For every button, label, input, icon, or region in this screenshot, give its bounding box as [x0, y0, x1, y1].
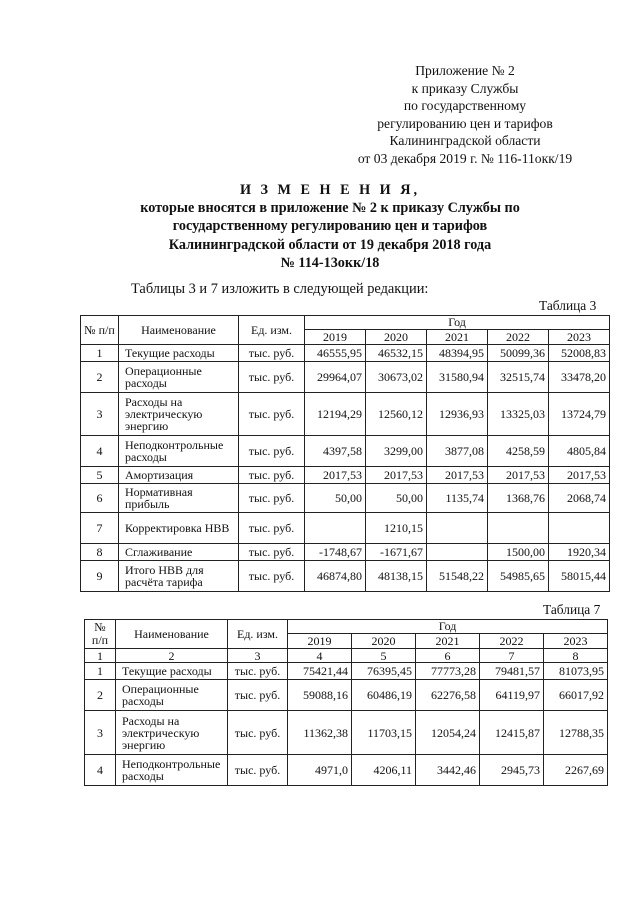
row-num: 4	[85, 755, 116, 786]
row-name: Текущие расходы	[119, 345, 239, 362]
row-value: 81073,95	[544, 663, 608, 680]
row-unit: тыс. руб.	[228, 711, 288, 755]
row-name: Текущие расходы	[116, 663, 228, 680]
row-value	[427, 544, 488, 561]
row-value	[305, 513, 366, 544]
row-value: 4258,59	[488, 436, 549, 467]
row-value: 4206,11	[352, 755, 416, 786]
row-value: 4397,58	[305, 436, 366, 467]
row-value: 48138,15	[366, 561, 427, 592]
row-num: 2	[81, 362, 119, 393]
row-num: 2	[85, 680, 116, 711]
appendix-line: Приложение № 2	[415, 63, 515, 78]
row-unit: тыс. руб.	[228, 755, 288, 786]
row-name: Неподконтрольные расходы	[119, 436, 239, 467]
row-value: 3442,46	[416, 755, 480, 786]
row-value: 2267,69	[544, 755, 608, 786]
row-value: 2017,53	[488, 467, 549, 484]
row-value: 64119,97	[480, 680, 544, 711]
row-value: 50,00	[366, 484, 427, 513]
row-value: 33478,20	[549, 362, 610, 393]
row-value: 66017,92	[544, 680, 608, 711]
row-unit: тыс. руб.	[239, 467, 305, 484]
column-number: 2	[116, 649, 228, 663]
table-row	[81, 436, 610, 467]
year-header: 2019	[305, 330, 366, 345]
title-line: Калининградской области от 19 декабря 2018 года	[168, 236, 492, 253]
row-value: -1671,67	[366, 544, 427, 561]
appendix-line: от 03 декабря 2019 г. № 116-11окк/19	[357, 150, 573, 166]
year-header: 2023	[549, 330, 610, 345]
table-row	[81, 513, 610, 544]
row-value: 79481,57	[480, 663, 544, 680]
row-unit: тыс. руб.	[239, 513, 305, 544]
year-header: 2022	[480, 634, 544, 649]
column-number: 8	[544, 649, 608, 663]
row-name: Расходы на электрическую энергию	[116, 711, 228, 755]
title-line: государственному регулированию цен и тарифов	[172, 218, 488, 235]
row-unit: тыс. руб.	[239, 544, 305, 561]
row-num: 1	[81, 345, 119, 362]
row-value: 4971,0	[288, 755, 352, 786]
year-header: 2021	[416, 634, 480, 649]
row-unit: тыс. руб.	[239, 362, 305, 393]
row-value: 1135,74	[427, 484, 488, 513]
row-num: 3	[85, 711, 116, 755]
row-value: 1368,76	[488, 484, 549, 513]
row-value: 77773,28	[416, 663, 480, 680]
row-value: 4805,84	[549, 436, 610, 467]
row-value: 1500,00	[488, 544, 549, 561]
row-unit: тыс. руб.	[239, 484, 305, 513]
row-value: 2017,53	[549, 467, 610, 484]
appendix-line: регулированию цен и тарифов	[377, 115, 553, 131]
row-unit: тыс. руб.	[239, 561, 305, 592]
row-unit: тыс. руб.	[239, 345, 305, 362]
row-value: 30673,02	[366, 362, 427, 393]
row-value: 11362,38	[288, 711, 352, 755]
row-value: 50099,36	[488, 345, 549, 362]
row-value: 60486,19	[352, 680, 416, 711]
header-unit: Ед. изм.	[239, 316, 305, 345]
title-heading: И З М Е Н Е Н И Я,	[239, 182, 421, 198]
row-value: 12194,29	[305, 393, 366, 436]
row-name: Амортизация	[119, 467, 239, 484]
table-row	[81, 362, 610, 393]
column-number-row	[85, 649, 608, 663]
row-name: Корректировка НВВ	[119, 513, 239, 544]
table-row	[85, 755, 608, 786]
row-value: 58015,44	[549, 561, 610, 592]
table-row	[85, 680, 608, 711]
row-value: 76395,45	[352, 663, 416, 680]
row-value: 12788,35	[544, 711, 608, 755]
year-header: 2019	[288, 634, 352, 649]
row-value: 54985,65	[488, 561, 549, 592]
table-row	[81, 393, 610, 436]
row-num: 5	[81, 467, 119, 484]
table-row	[85, 663, 608, 680]
table-7	[84, 619, 608, 786]
column-number: 6	[416, 649, 480, 663]
row-value: 3877,08	[427, 436, 488, 467]
row-value: 46874,80	[305, 561, 366, 592]
table-row	[85, 711, 608, 755]
row-num: 9	[81, 561, 119, 592]
row-unit: тыс. руб.	[228, 680, 288, 711]
row-value: 12054,24	[416, 711, 480, 755]
row-name: Операционные расходы	[116, 680, 228, 711]
row-value: 50,00	[305, 484, 366, 513]
row-value: 46532,15	[366, 345, 427, 362]
row-value: 62276,58	[416, 680, 480, 711]
row-value: 1920,34	[549, 544, 610, 561]
row-value: 13724,79	[549, 393, 610, 436]
year-header: 2021	[427, 330, 488, 345]
row-value: 13325,03	[488, 393, 549, 436]
table-row	[81, 467, 610, 484]
row-unit: тыс. руб.	[239, 393, 305, 436]
title-line: которые вносятся в приложение № 2 к приказу Службы по	[140, 200, 520, 217]
row-num: 8	[81, 544, 119, 561]
table7-label: Таблица 7	[543, 602, 601, 617]
row-value: 2017,53	[366, 467, 427, 484]
header-name: Наименование	[119, 316, 239, 345]
row-num: 1	[85, 663, 116, 680]
row-value: 3299,00	[366, 436, 427, 467]
row-value	[427, 513, 488, 544]
row-name: Итого НВВ для расчёта тарифа	[119, 561, 239, 592]
table-row	[81, 484, 610, 513]
header-year-group: Год	[288, 620, 608, 634]
row-value: 2017,53	[427, 467, 488, 484]
row-value: 75421,44	[288, 663, 352, 680]
row-value: 12936,93	[427, 393, 488, 436]
header-num: № п/п	[81, 316, 119, 345]
row-value: 51548,22	[427, 561, 488, 592]
row-value: 48394,95	[427, 345, 488, 362]
row-value: 46555,95	[305, 345, 366, 362]
row-num: 6	[81, 484, 119, 513]
intro-text: Таблицы 3 и 7 изложить в следующей редакции:	[131, 281, 429, 297]
row-value: 32515,74	[488, 362, 549, 393]
column-number: 4	[288, 649, 352, 663]
row-num: 4	[81, 436, 119, 467]
row-value: 12560,12	[366, 393, 427, 436]
row-value: 2017,53	[305, 467, 366, 484]
row-value: 2068,74	[549, 484, 610, 513]
appendix-line: по государственному	[403, 98, 527, 114]
row-value: 11703,15	[352, 711, 416, 755]
appendix-block	[340, 62, 590, 168]
row-name: Расходы на электрическую энергию	[119, 393, 239, 436]
year-header: 2020	[352, 634, 416, 649]
row-value: 52008,83	[549, 345, 610, 362]
row-value	[488, 513, 549, 544]
row-name: Операционные расходы	[119, 362, 239, 393]
row-name: Неподконтрольные расходы	[116, 755, 228, 786]
header-year-group: Год	[305, 316, 610, 330]
row-unit: тыс. руб.	[228, 663, 288, 680]
row-num: 7	[81, 513, 119, 544]
row-num: 3	[81, 393, 119, 436]
year-header: 2020	[366, 330, 427, 345]
appendix-line: Калининградской области	[389, 133, 541, 149]
row-unit: тыс. руб.	[239, 436, 305, 467]
header-unit: Ед. изм.	[228, 620, 288, 649]
column-number: 3	[228, 649, 288, 663]
column-number: 7	[480, 649, 544, 663]
document-title	[70, 181, 590, 272]
row-value: 31580,94	[427, 362, 488, 393]
row-name: Сглаживание	[119, 544, 239, 561]
table-row	[81, 345, 610, 362]
title-line: № 114-13окк/18	[280, 254, 380, 271]
column-number: 1	[85, 649, 116, 663]
table-row	[81, 544, 610, 561]
appendix-line: к приказу Службы	[411, 80, 519, 96]
row-value: -1748,67	[305, 544, 366, 561]
row-value	[549, 513, 610, 544]
row-value: 59088,16	[288, 680, 352, 711]
row-value: 29964,07	[305, 362, 366, 393]
table-3	[80, 315, 610, 592]
header-num: № п/п	[85, 620, 116, 649]
row-name: Нормативная прибыль	[119, 484, 239, 513]
year-header: 2022	[488, 330, 549, 345]
header-name: Наименование	[116, 620, 228, 649]
year-header: 2023	[544, 634, 608, 649]
row-value: 1210,15	[366, 513, 427, 544]
table3-label: Таблица 3	[539, 298, 597, 313]
row-value: 12415,87	[480, 711, 544, 755]
column-number: 5	[352, 649, 416, 663]
row-value: 2945,73	[480, 755, 544, 786]
table-row	[81, 561, 610, 592]
